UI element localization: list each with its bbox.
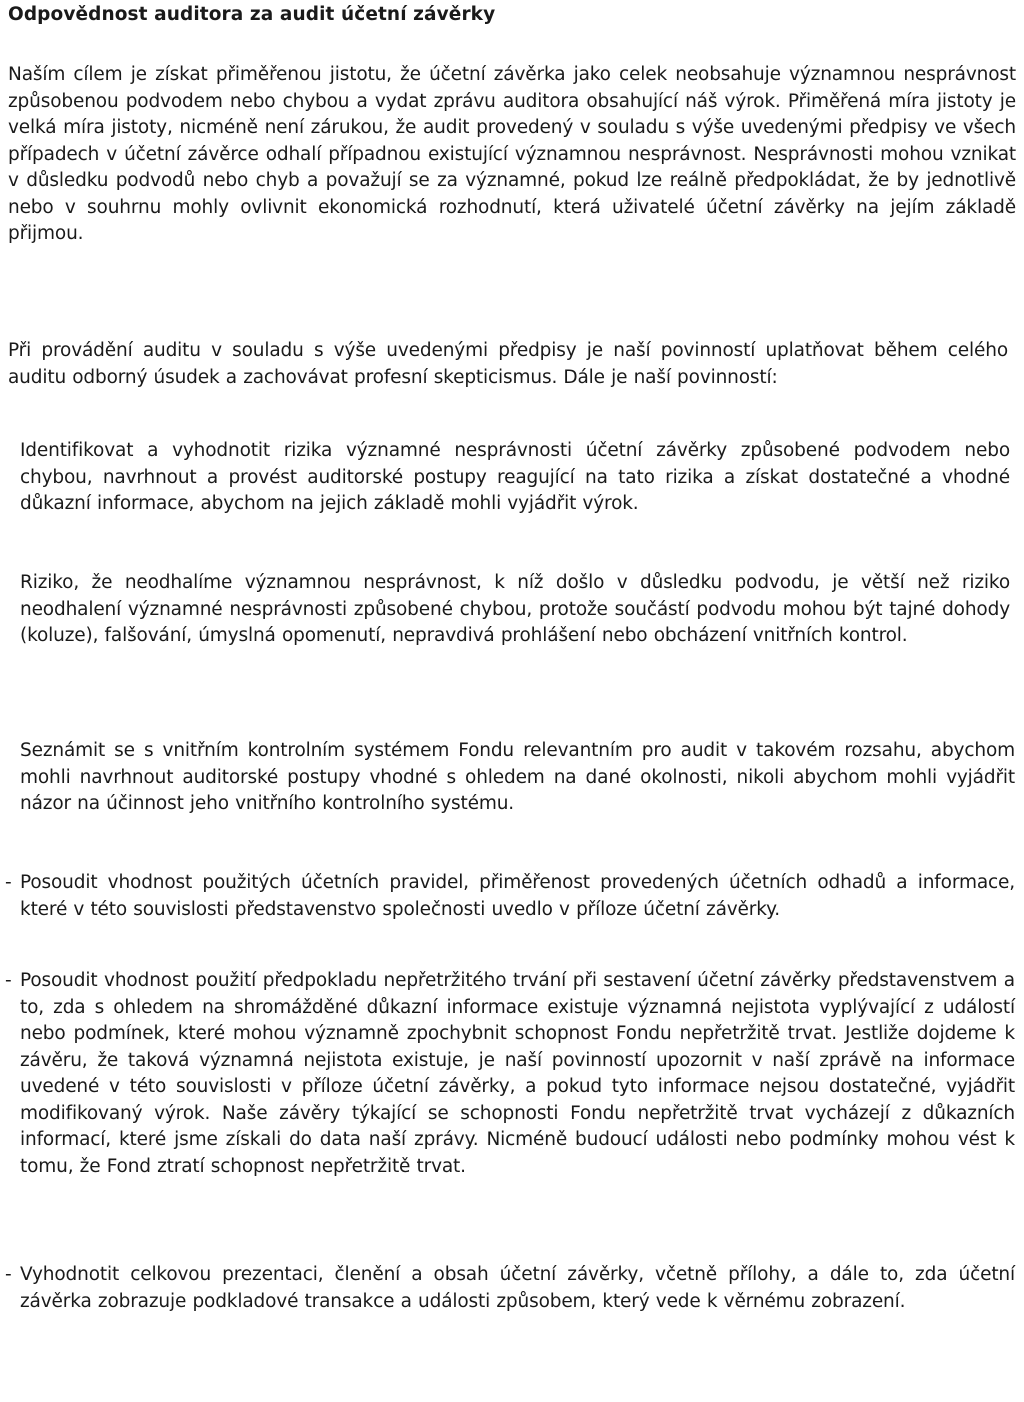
paragraph-internal-control: Seznámit se s vnitřním kontrolním systémem Fondu relevantním pro audit v takovém rozsahu, abychom mohli navrhnout auditorské postupy vhodné s ohledem na dané okolnosti, nikoli abychom mohli vyjádřit názor na účinnost jeho vnitřního kontrolního systému.	[20, 740, 1015, 814]
paragraph-identify-risks: Identifikovat a vyhodnotit rizika významné nesprávnosti účetní závěrky způsobené podvodem nebo chybou, navrhnout a provést auditorské postupy reagující na tato rizika a získat dostatečné a vhodné důkazní informace, abychom na jejich základě mohli vyjádřit výrok.	[20, 440, 1010, 514]
bullet-accounting-policies: Posoudit vhodnost použitých účetních pravidel, přiměřenost provedených účetních odhadů a informace, které v této souvislosti představenstvo společnosti uvedlo v příloze účetní závěrky.	[20, 872, 1015, 920]
paragraph-duty-intro: Při provádění auditu v souladu s výše uvedenými předpisy je naší povinností uplatňovat během celého auditu odborný úsudek a zachovávat profesní skepticismus. Dále je naší povinností:	[8, 340, 1008, 388]
bullet-marker: -	[5, 1264, 12, 1285]
bullet-marker: -	[5, 872, 12, 893]
bullet-presentation: Vyhodnotit celkovou prezentaci, členění a obsah účetní závěrky, včetně přílohy, a dále to, zda účetní závěrka zobrazuje podkladové transakce a události způsobem, který vede k věrnému zobrazení.	[20, 1264, 1015, 1312]
section-heading: Odpovědnost auditora za audit účetní závěrky	[8, 4, 496, 25]
bullet-going-concern: Posoudit vhodnost použití předpokladu nepřetržitého trvání při sestavení účetní závěrky představenstvem a to, zda s ohledem na shromážděné důkazní informace existuje významná nejistota vyplývající z událostí nebo podmínek, které mohou významně zpochybnit schopnost Fondu nepřetržitě trvat. Jestliže dojdeme k závěru, že taková významná nejistota existuje, je naší povinností upozornit v naší zprávě na informace uvedené v této souvislosti v příloze účetní závěrky, a pokud tyto informace nejsou dostatečné, vyjádřit modifikovaný výrok. Naše závěry týkající se schopnosti Fondu nepřetržitě trvat vycházejí z důkazních informací, které jsme získali do data naší zprávy. Nicméně budoucí události nebo podmínky mohou vést k tomu, že Fond ztratí schopnost nepřetržitě trvat.	[20, 970, 1015, 1177]
paragraph-fraud-risk: Riziko, že neodhalíme významnou nesprávnost, k níž došlo v důsledku podvodu, je větší než riziko neodhalení významné nesprávnosti způsobené chybou, protože součástí podvodu mohou být tajné dohody (koluze), falšování, úmyslná opomenutí, nepravdivá prohlášení nebo obcházení vnitřních kontrol.	[20, 572, 1010, 646]
bullet-marker: -	[5, 970, 12, 991]
paragraph-intro: Naším cílem je získat přiměřenou jistotu, že účetní závěrka jako celek neobsahuje významnou nesprávnost způsobenou podvodem nebo chybou a vydat zprávu auditora obsahující náš výrok. Přiměřená míra jistoty je velká míra jistoty, nicméně není zárukou, že audit provedený v souladu s výše uvedenými předpisy ve všech případech v účetní závěrce odhalí případnou existující významnou nesprávnost. Nesprávnosti mohou vznikat v důsledku podvodů nebo chyb a považují se za významné, pokud lze reálně předpokládat, že by jednotlivě nebo v souhrnu mohly ovlivnit ekonomická rozhodnutí, která uživatelé účetní závěrky na jejím základě přijmou.	[8, 64, 1016, 244]
